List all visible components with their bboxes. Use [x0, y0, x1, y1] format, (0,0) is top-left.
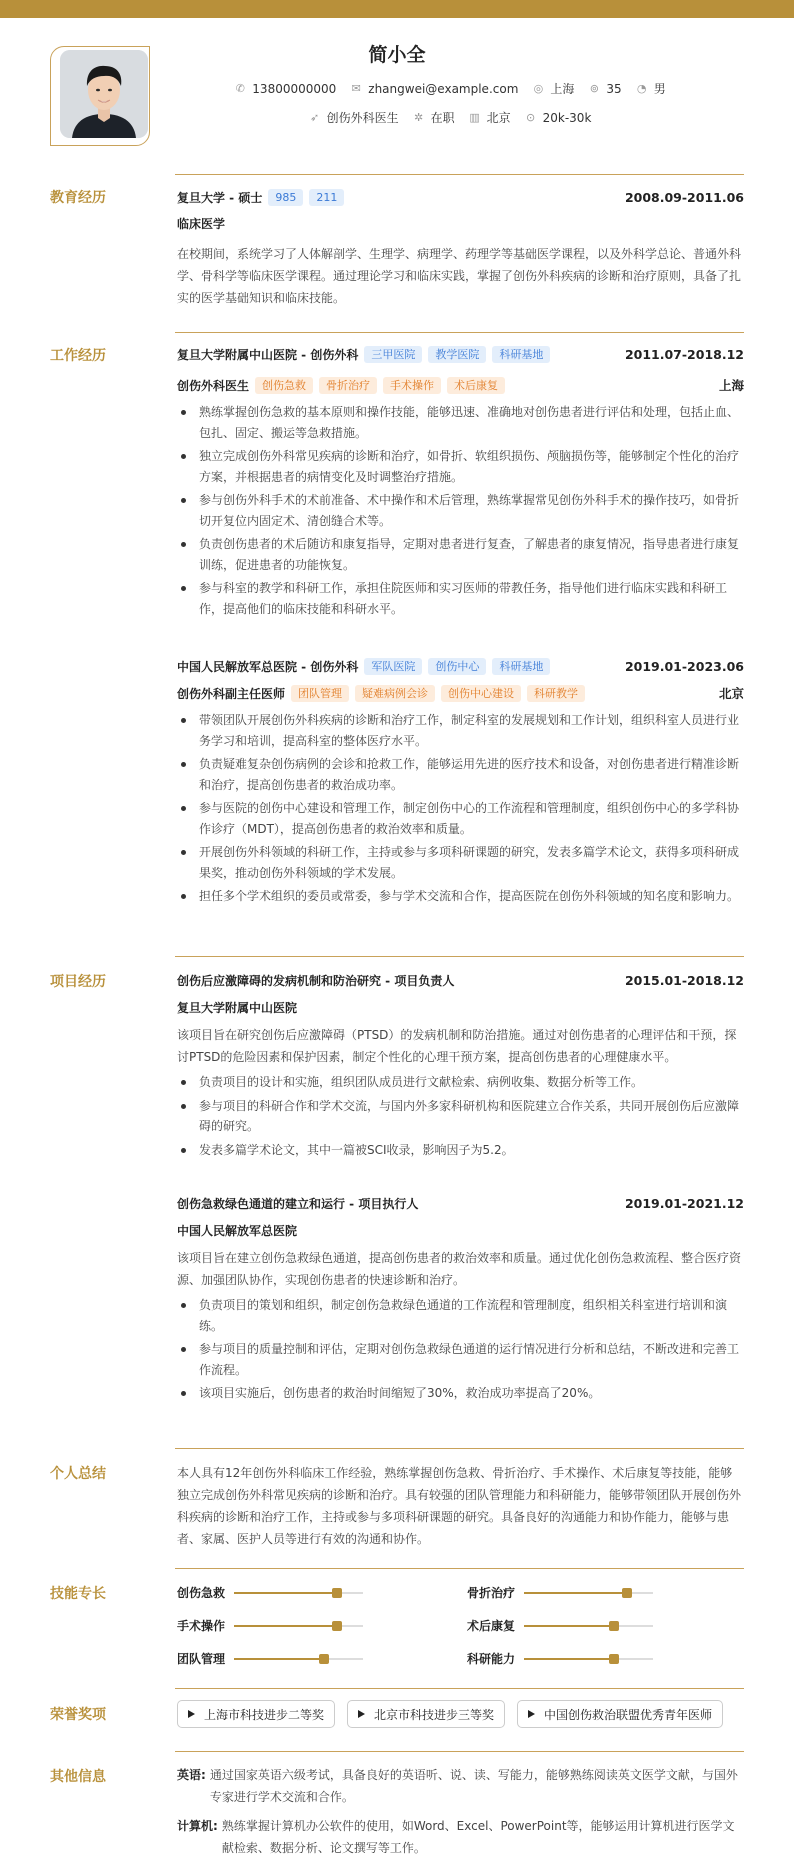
job-tag: 科研基地: [492, 658, 550, 675]
gear-icon: ✲: [413, 110, 424, 124]
salary-text: 20k-30k: [542, 110, 592, 125]
project-org: 中国人民解放军总医院: [177, 1224, 298, 1238]
skill-name: 创伤急救: [177, 1586, 226, 1600]
list-item: 负责项目的策划和组织，制定创伤急救绿色通道的工作流程和管理制度，组织相关科室进行培训和演练。: [177, 1295, 744, 1336]
position-item: [309, 109, 399, 126]
skill-item: [177, 1650, 363, 1667]
play-icon: [188, 1710, 195, 1718]
skill-fill: [234, 1625, 337, 1627]
other-title: 其他信息: [50, 1769, 106, 1785]
skill-name: 术后康复: [467, 1619, 516, 1633]
awards-title: 荣誉奖项: [50, 1707, 106, 1723]
skill-item: [177, 1584, 363, 1601]
project-description: 该项目旨在研究创伤后应激障碍（PTSD）的发病机制和防治措施。通过对创伤患者的心理评估和干预，探讨PTSD的危险因素和保护因素，制定个性化的心理干预方案，提高创伤患者的心理健康水平。: [177, 1028, 737, 1064]
play-icon: [528, 1710, 535, 1718]
phone-item: [234, 82, 336, 96]
job-tag: 创伤中心: [428, 658, 486, 675]
award-badge: [347, 1700, 505, 1728]
skill-fill: [234, 1658, 324, 1660]
skill-knob: [609, 1621, 619, 1631]
target-city-item: [469, 109, 511, 126]
award-text: 上海市科技进步二等奖: [204, 1707, 325, 1722]
skill-fill: [524, 1592, 627, 1594]
job-company: 复旦大学附属中山医院 - 创伤外科: [177, 347, 359, 362]
skill-tag: 疑难病例会诊: [355, 685, 435, 702]
other-label: 英语:: [177, 1768, 206, 1782]
education-date: 2008.09-2011.06: [624, 189, 744, 205]
job-location: 北京: [718, 686, 744, 701]
job-role: 创伤外科医生: [177, 378, 250, 393]
skill-item: [177, 1617, 363, 1634]
job-location: 上海: [718, 378, 744, 393]
skill-fill: [234, 1592, 337, 1594]
other-item-english: [177, 1764, 744, 1808]
project-block-2: [177, 1192, 744, 1407]
skill-tag: 科研教学: [527, 685, 585, 702]
award-text: 北京市科技进步三等奖: [374, 1707, 495, 1722]
job-tag: 教学医院: [428, 346, 486, 363]
award-badge: [517, 1700, 723, 1728]
position-text: 创伤外科医生: [326, 111, 399, 125]
play-icon: [358, 1710, 365, 1718]
skill-bar: [234, 1592, 363, 1594]
skill-knob: [609, 1654, 619, 1664]
skill-bar: [524, 1625, 653, 1627]
skill-name: 科研能力: [467, 1652, 516, 1666]
list-item: 负责项目的设计和实施，组织团队成员进行文献检索、病例收集、数据分析等工作。: [177, 1072, 744, 1093]
section-divider: [175, 332, 744, 333]
project-bullets: [177, 1295, 744, 1404]
city-text: 上海: [550, 82, 575, 96]
email-item: [350, 82, 518, 96]
skill-fill: [524, 1658, 614, 1660]
skill-tag: 团队管理: [291, 685, 349, 702]
list-item: 负责疑难复杂创伤病例的会诊和抢救工作，能够运用先进的医疗技术和设备，对创伤患者进行精准诊断和治疗，提高创伤患者的救治成功率。: [177, 754, 744, 795]
project-bullets: [177, 1072, 744, 1160]
phone-icon: ✆: [235, 81, 245, 95]
skill-knob: [622, 1588, 632, 1598]
job-tag: 科研基地: [492, 346, 550, 363]
section-divider: [175, 1448, 744, 1449]
major: 临床医学: [177, 217, 226, 231]
gender-item: [636, 80, 666, 97]
job-block-2: [177, 655, 744, 910]
job-date: 2019.01-2023.06: [624, 658, 744, 674]
list-item: 独立完成创伤外科常见疾病的诊断和治疗，如骨折、软组织损伤、颅脑损伤等，能够制定个性化的治疗方案，并根据患者的病情变化及时调整治疗措施。: [177, 446, 744, 487]
other-text: 熟练掌握计算机办公软件的使用，如Word、Excel、PowerPoint等，能够运用计算机进行医学文献检索、数据分析、论文撰写等工作。: [221, 1819, 735, 1855]
list-item: 开展创伤外科领域的科研工作，主持或参与多项科研课题的研究，发表多篇学术论文，获得多项科研成果奖，推动创伤外科领域的学术发展。: [177, 842, 744, 883]
job-tag: 军队医院: [364, 658, 422, 675]
list-item: 负责创伤患者的术后随访和康复指导，定期对患者进行复查，了解患者的康复情况，指导患者进行康复训练，促进患者的功能恢复。: [177, 534, 744, 575]
status-item: [413, 109, 455, 126]
skill-knob: [332, 1588, 342, 1598]
education-tag: 985: [268, 189, 303, 206]
list-item: 担任多个学术组织的委员或常委，参与学术交流和合作，提高医院在创伤外科领域的知名度和影响力。: [177, 886, 744, 907]
list-item: 参与医院的创伤中心建设和管理工作，制定创伤中心的工作流程和管理制度，组织创伤中心的多学科协作诊疗（MDT），提高创伤患者的救治效率和质量。: [177, 798, 744, 839]
skill-name: 骨折治疗: [467, 1586, 516, 1600]
other-item-computer: [177, 1815, 744, 1859]
age-icon: ⊚: [589, 81, 600, 95]
skill-bar: [234, 1658, 363, 1660]
age-item: [588, 82, 621, 96]
list-item: 发表多篇学术论文，其中一篇被SCI收录，影响因子为5.2。: [177, 1140, 744, 1161]
job-bullets: [177, 402, 744, 619]
project-block-1: [177, 969, 744, 1163]
skill-knob: [332, 1621, 342, 1631]
projects-title: 项目经历: [50, 974, 106, 990]
section-divider: [175, 1568, 744, 1569]
education-description: 在校期间，系统学习了人体解剖学、生理学、病理学、药理学等基础医学课程，以及外科学总论、普通外科学、骨科学等临床医学课程。通过理论学习和临床实践，掌握了创伤外科疾病的诊断和治疗原则，具备了扎实的医学基础知识和临床技能。: [177, 247, 742, 305]
location-icon: ◎: [533, 81, 544, 95]
summary-text: 本人具有12年创伤外科临床工作经验，熟练掌握创伤急救、骨折治疗、手术操作、术后康复等技能，能够独立完成创伤外科常见疾病的诊断和治疗。具有较强的团队管理能力和科研能力，能够带领团队开展创伤外科疾病的诊断和治疗工作，主持或参与多项科研课题的研究。具备良好的沟通能力和协作能力，能够与患者、家属、医护人员等进行有效的沟通和协作。: [177, 1466, 742, 1546]
header-divider: [175, 174, 744, 175]
list-item: 参与项目的质量控制和评估，定期对创伤急救绿色通道的运行情况进行分析和总结，不断改进和完善工作流程。: [177, 1339, 744, 1380]
project-date: 2015.01-2018.12: [624, 972, 744, 988]
other-text: 通过国家英语六级考试，具备良好的英语听、说、读、写能力，能够熟练阅读英文医学文献，与国外专家进行学术交流和合作。: [209, 1768, 738, 1804]
project-name: 创伤后应激障碍的发病机制和防治研究 - 项目负责人: [177, 973, 455, 988]
city-item: [532, 80, 574, 97]
job-date: 2011.07-2018.12: [624, 346, 744, 362]
skill-name: 团队管理: [177, 1652, 226, 1666]
skill-bar: [524, 1658, 653, 1660]
school-line: 复旦大学 - 硕士: [177, 190, 263, 205]
list-item: 参与科室的教学和科研工作，承担住院医师和实习医师的带教任务，指导他们进行临床实践和科研工作，提高他们的临床技能和科研水平。: [177, 578, 744, 619]
gender-icon: ◔: [636, 81, 647, 95]
top-accent-bar: [0, 0, 794, 18]
list-item: 熟练掌握创伤急救的基本原则和操作技能，能够迅速、准确地对创伤患者进行评估和处理，包括止血、包扎、固定、搬运等急救措施。: [177, 402, 744, 443]
mail-icon: ✉: [351, 81, 361, 95]
job-tag: 三甲医院: [364, 346, 422, 363]
skill-item: [467, 1584, 653, 1601]
skill-item: [467, 1650, 653, 1667]
skill-tag: 创伤中心建设: [441, 685, 521, 702]
status-text: 在职: [430, 111, 455, 125]
skill-bar: [524, 1592, 653, 1594]
skills-title: 技能专长: [50, 1586, 106, 1602]
education-tag: 211: [309, 189, 344, 206]
skill-bar: [234, 1625, 363, 1627]
candidate-name: 简小全: [368, 44, 426, 66]
email-text: zhangwei@example.com: [368, 81, 519, 96]
work-title: 工作经历: [50, 348, 106, 364]
list-item: 参与创伤外科手术的术前准备、术中操作和术后管理，熟练掌握常见创伤外科手术的操作技巧，如骨折切开复位内固定术、清创缝合术等。: [177, 490, 744, 531]
section-divider: [175, 1751, 744, 1752]
project-org: 复旦大学附属中山医院: [177, 1001, 298, 1015]
building-icon: ▥: [469, 110, 480, 124]
other-label: 计算机:: [177, 1819, 218, 1833]
list-item: 带领团队开展创伤外科疾病的诊断和治疗工作，制定科室的发展规划和工作计划，组织科室人员进行业务学习和培训，提高科室的整体医疗水平。: [177, 710, 744, 751]
skill-fill: [524, 1625, 614, 1627]
award-text: 中国创伤救治联盟优秀青年医师: [544, 1707, 713, 1722]
list-item: 该项目实施后，创伤患者的救治时间缩短了30%，救治成功率提高了20%。: [177, 1383, 744, 1404]
summary-title: 个人总结: [50, 1466, 106, 1482]
skill-tag: 手术操作: [383, 377, 441, 394]
list-item: 参与项目的科研合作和学术交流，与国内外多家科研机构和医院建立合作关系，共同开展创伤后应激障碍的研究。: [177, 1096, 744, 1137]
education-block: [177, 186, 744, 309]
gender-text: 男: [653, 82, 666, 96]
salary-item: [525, 111, 592, 125]
send-icon: ➶: [309, 110, 320, 124]
job-bullets: [177, 710, 744, 907]
money-icon: ⊙: [526, 110, 536, 124]
age-text: 35: [606, 81, 622, 96]
contact-row: [150, 80, 750, 97]
skill-name: 手术操作: [177, 1619, 226, 1633]
project-description: 该项目旨在建立创伤急救绿色通道，提高创伤患者的救治效率和质量。通过优化创伤急救流程、整合医疗资源、加强团队协作，实现创伤患者的快速诊断和治疗。: [177, 1251, 742, 1287]
education-title: 教育经历: [50, 190, 106, 206]
skill-knob: [319, 1654, 329, 1664]
job-company: 中国人民解放军总医院 - 创伤外科: [177, 659, 359, 674]
section-divider: [175, 1688, 744, 1689]
job-intent-row: [150, 109, 750, 126]
job-block-1: [177, 343, 744, 622]
target-city-text: 北京: [486, 111, 511, 125]
award-badge: [177, 1700, 335, 1728]
skill-tag: 创伤急救: [255, 377, 313, 394]
skill-tag: 术后康复: [447, 377, 505, 394]
phone-text: 13800000000: [252, 81, 337, 96]
section-divider: [175, 956, 744, 957]
project-name: 创伤急救绿色通道的建立和运行 - 项目执行人: [177, 1196, 419, 1211]
skill-item: [467, 1617, 653, 1634]
project-date: 2019.01-2021.12: [624, 1195, 744, 1211]
job-role: 创伤外科副主任医师: [177, 686, 286, 701]
skill-tag: 骨折治疗: [319, 377, 377, 394]
